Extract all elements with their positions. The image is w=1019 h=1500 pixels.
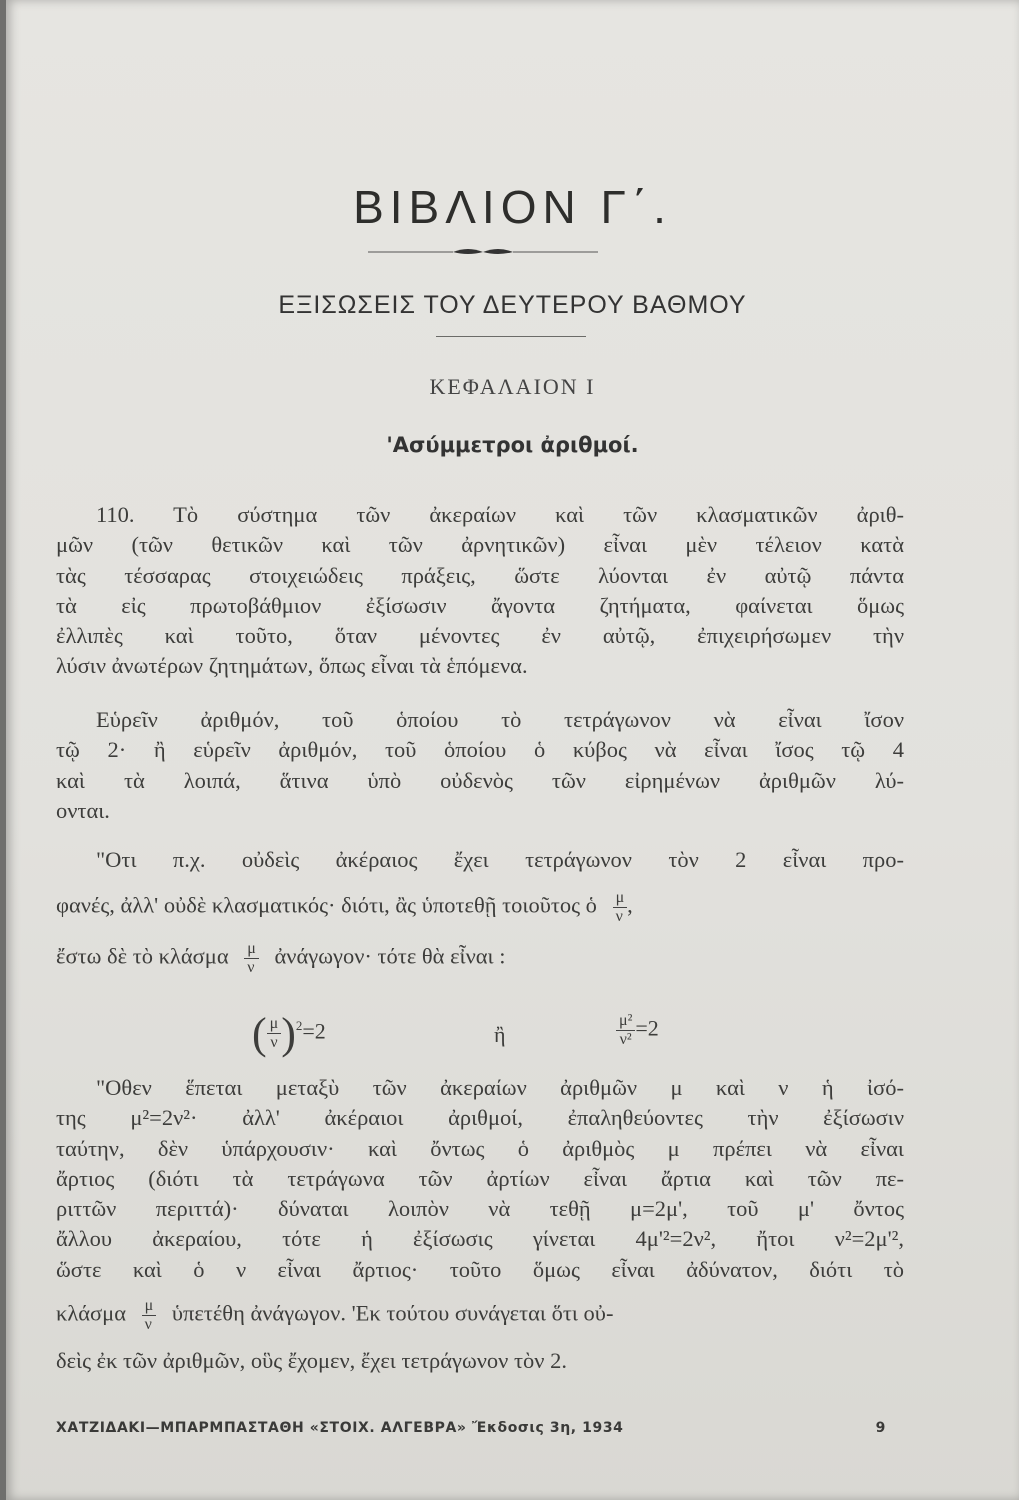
text-line: τὰς τέσσαρας στοιχειώδεις πράξεις, ὥστε λύονται ἐν αὐτῷ πάντα	[56, 562, 904, 588]
text-line: τῷ 2· ἢ εὑρεῖν ἀριθμόν, τοῦ ὁποίου ὁ κύβος νὰ εἶναι ἴσος τῷ 4	[56, 737, 904, 763]
page-number: 9	[875, 1420, 886, 1436]
text-line: 110. Τὸ σύστημα τῶν ἀκεραίων καὶ τῶν κλασματικῶν ἀριθ-	[96, 502, 904, 527]
chapter-heading: ΚΕΦΑΛΑΙΟΝ Ι	[429, 374, 596, 399]
paragraph-3	[56, 845, 904, 977]
text-line: λύσιν ἀνωτέρων ζητημάτων, ὅπως εἶναι τὰ ἑπόμενα.	[56, 653, 528, 679]
text-line: καὶ τὰ λοιπά, ἅτινα ὑπὸ οὐδενὸς τῶν εἰρημένων ἀριθμῶν λύ-	[56, 767, 904, 793]
text-line: ἄρτιος (διότι τὰ τετράγωνα τῶν ἀρτίων εἶναι ἄρτια καὶ τῶν πε-	[56, 1165, 904, 1191]
paragraph-1	[56, 500, 904, 682]
text-line: ἔστω δὲ τὸ κλάσμα $\frac{\mu}{\nu}$ ἀνάγωγον· τότε θὰ εἶναι :	[56, 940, 506, 977]
text-line: δεὶς ἐκ τῶν ἀριθμῶν, οὓς ἔχομεν, ἔχει τετράγωνον τὸν 2.	[56, 1348, 567, 1374]
formula-left: ( $\frac{\mu}{\nu}$ )$^2$=2	[252, 1009, 326, 1058]
text-line: ριττῶν περιττά)· δύναται λοιπὸν νὰ τεθῇ μ=2μ', τοῦ μ' ὄντος	[56, 1196, 904, 1222]
formula-right: $\frac{\text{μ²}}{\text{ν²}}$ =2	[616, 1012, 659, 1049]
divider	[436, 336, 586, 337]
fraction-mu-nu: $\frac{\mu}{\nu}$	[142, 1297, 157, 1334]
formula-or: ἢ	[494, 1022, 506, 1047]
book-page	[6, 0, 1019, 1500]
text-line: μῶν (τῶν θετικῶν καὶ τῶν ἀρνητικῶν) εἶναι μὲν τέλειον κατὰ	[56, 532, 904, 558]
part-title: ΕΞΙΣΩΣΕΙΣ ΤΟΥ ΔΕΥΤΕΡΟΥ ΒΑΘΜΟΥ	[278, 291, 747, 319]
text-line: τὰ εἰς πρωτοβάθμιον ἐξίσωσιν ἄγοντα ζητήματα, φαίνεται ὅμως	[56, 592, 904, 618]
text-line: Εὑρεῖν ἀριθμόν, τοῦ ὁποίου τὸ τετράγωνον νὰ εἶναι ἴσον	[96, 707, 904, 732]
text-line: της μ²=2ν²· ἀλλ' ἀκέραιοι ἀριθμοί, ἐπαληθεύοντες τὴν ἐξίσωσιν	[56, 1105, 904, 1131]
text-line: ὥστε καὶ ὁ ν εἶναι ἄρτιος· τοῦτο ὅμως εἶναι ἀδύνατον, διότι τὸ	[56, 1256, 904, 1282]
fraction-mu-nu: $\frac{\mu}{\nu}$	[613, 889, 628, 926]
footer-citation: ΧΑΤΖΙΔΑΚΙ—ΜΠΑΡΜΠΑΣΤΑΘΗ «ΣΤΟΙΧ. ΑΛΓΕΒΡΑ» Ἔκδοσις 3η, 1934	[56, 1420, 624, 1436]
ornament-divider	[368, 245, 598, 259]
display-formula	[56, 1008, 904, 1068]
text-line: κλάσμα $\frac{\mu}{\nu}$ ὑπετέθη ἀνάγωγον. 'Εκ τούτου συνάγεται ὅτι οὐ-	[56, 1297, 614, 1334]
text-line: ονται.	[56, 797, 110, 823]
paragraph-2	[56, 705, 904, 826]
section-heading: 'Ασύμμετροι ἀριθμοί.	[386, 433, 639, 457]
text-line: ἄλλου ἀκεραίου, τότε ἡ ἐξίσωσις γίνεται 4μ'²=2ν², ἤτοι ν²=2μ'²,	[56, 1226, 904, 1252]
paragraph-4	[56, 1073, 904, 1376]
page-footer	[56, 1420, 886, 1436]
text-line: "Οθεν ἕπεται μεταξὺ τῶν ἀκεραίων ἀριθμῶν μ καὶ ν ἡ ἰσό-	[96, 1075, 904, 1100]
book-title: ΒΙΒΛΙΟΝ Γ΄.	[353, 181, 672, 233]
text-line: φανές, ἀλλ' οὐδὲ κλασματικός· διότι, ἂς ὑποτεθῇ τοιοῦτος ὁ $\frac{\mu}{\nu}$ ,	[56, 889, 633, 926]
text-line: ἐλλιπὲς καὶ τοῦτο, ὅταν μένοντες ἐν αὐτῷ, ἐπιχειρήσωμεν τὴν	[56, 623, 904, 649]
text-line: "Οτι π.χ. οὐδεὶς ἀκέραιος ἔχει τετράγωνον τὸν 2 εἶναι προ-	[96, 847, 904, 872]
text-line: ταύτην, δὲν ὑπάρχουσιν· καὶ ὄντως ὁ ἀριθμὸς μ πρέπει νὰ εἶναι	[56, 1135, 904, 1161]
fraction-mu-nu: $\frac{\mu}{\nu}$	[244, 940, 259, 977]
